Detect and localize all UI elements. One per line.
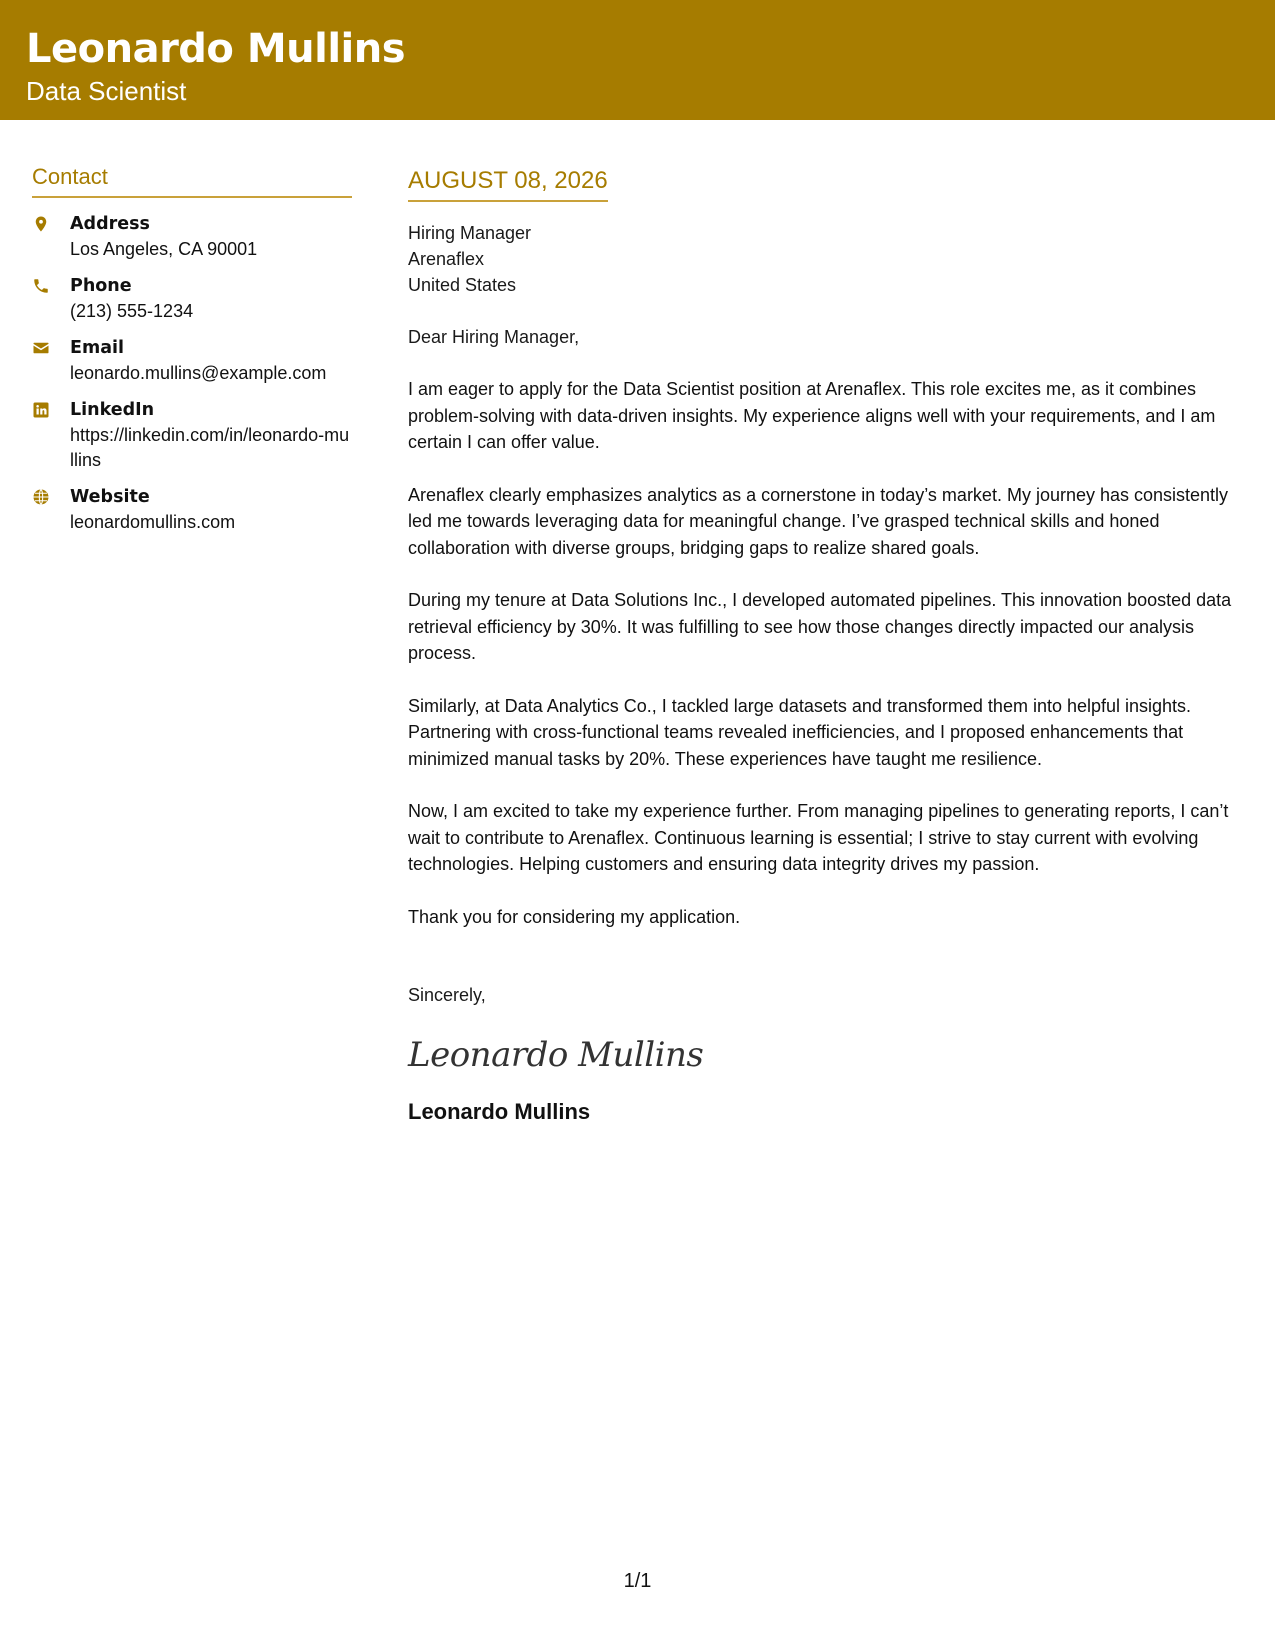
phone-value[interactable]: (213) 555-1234 <box>70 301 194 321</box>
email-value[interactable]: leonardo.mullins@example.com <box>70 363 327 383</box>
map-pin-icon <box>32 212 70 233</box>
body-paragraph: Similarly, at Data Analytics Co., I tackled large datasets and transformed them into helpful insights. Partnering with cross-functional teams revealed inefficiencies, and I proposed enhancements that minimized manual tasks by 20%. These experiences have taught me resilience. <box>408 695 1192 769</box>
contact-item-email <box>32 336 352 386</box>
body-paragraph: During my tenure at Data Solutions Inc., I developed automated pipelines. This innovation boosted data retrieval efficiency by 30%. It was fulfilling to see how those changes directly impacted our analysis process. <box>408 590 1232 663</box>
contact-item-linkedin <box>32 398 352 473</box>
contact-item-address <box>32 212 352 262</box>
recipient-line: Hiring Manager <box>408 223 532 243</box>
contact-item-website <box>32 485 352 535</box>
applicant-title: Data Scientist <box>26 76 187 106</box>
contact-label: Website <box>70 487 150 507</box>
linkedin-value[interactable]: https://linkedin.com/in/leonardo-mullins <box>70 425 350 470</box>
page-number: 1/1 <box>623 1570 652 1592</box>
body-paragraph: Thank you for considering my application. <box>408 906 741 927</box>
applicant-name: Leonardo Mullins <box>26 26 406 72</box>
letter-date: AUGUST 08, 2026 <box>408 166 608 202</box>
contact-label: Email <box>70 338 124 358</box>
recipient-line: United States <box>408 275 517 295</box>
address-value: Los Angeles, CA 90001 <box>70 239 258 259</box>
phone-icon <box>32 274 70 295</box>
contact-label: LinkedIn <box>70 400 155 420</box>
contact-item-phone <box>32 274 352 324</box>
recipient-block <box>408 220 1248 298</box>
letter-header <box>0 0 1275 120</box>
linkedin-icon <box>32 398 70 419</box>
contact-section-title: Contact <box>32 162 352 198</box>
recipient-line: Arenaflex <box>408 249 485 269</box>
contact-sidebar <box>32 162 352 547</box>
body-paragraph: Now, I am excited to take my experience further. From managing pipelines to generating reports, I can’t wait to contribute to Arenaflex. Continuous learning is essential; I strive to stay current with evolving technologies. Helping customers and ensuring data integrity drives my passion. <box>408 801 1229 874</box>
letter-body <box>408 166 1248 1126</box>
envelope-icon <box>32 336 70 357</box>
signer-name: Leonardo Mullins <box>408 1099 591 1124</box>
contact-label: Phone <box>70 276 132 296</box>
closing: Sincerely, <box>408 985 486 1005</box>
website-value[interactable]: leonardomullins.com <box>70 512 236 532</box>
contact-label: Address <box>70 214 150 234</box>
handwritten-signature: Leonardo Mullins <box>408 1035 704 1075</box>
globe-icon <box>32 485 70 506</box>
body-paragraph: I am eager to apply for the Data Scientist position at Arenaflex. This role excites me, as it combines problem-solving with data-driven insights. My experience aligns well with your requirements, and I am certain I can offer value. <box>408 379 1216 452</box>
body-paragraph: Arenaflex clearly emphasizes analytics as a cornerstone in today’s market. My journey has consistently led me towards leveraging data for meaningful change. I’ve grasped technical skills and honed collaboration with diverse groups, bridging gaps to realize shared goals. <box>408 484 1229 558</box>
salutation: Dear Hiring Manager, <box>408 327 580 347</box>
